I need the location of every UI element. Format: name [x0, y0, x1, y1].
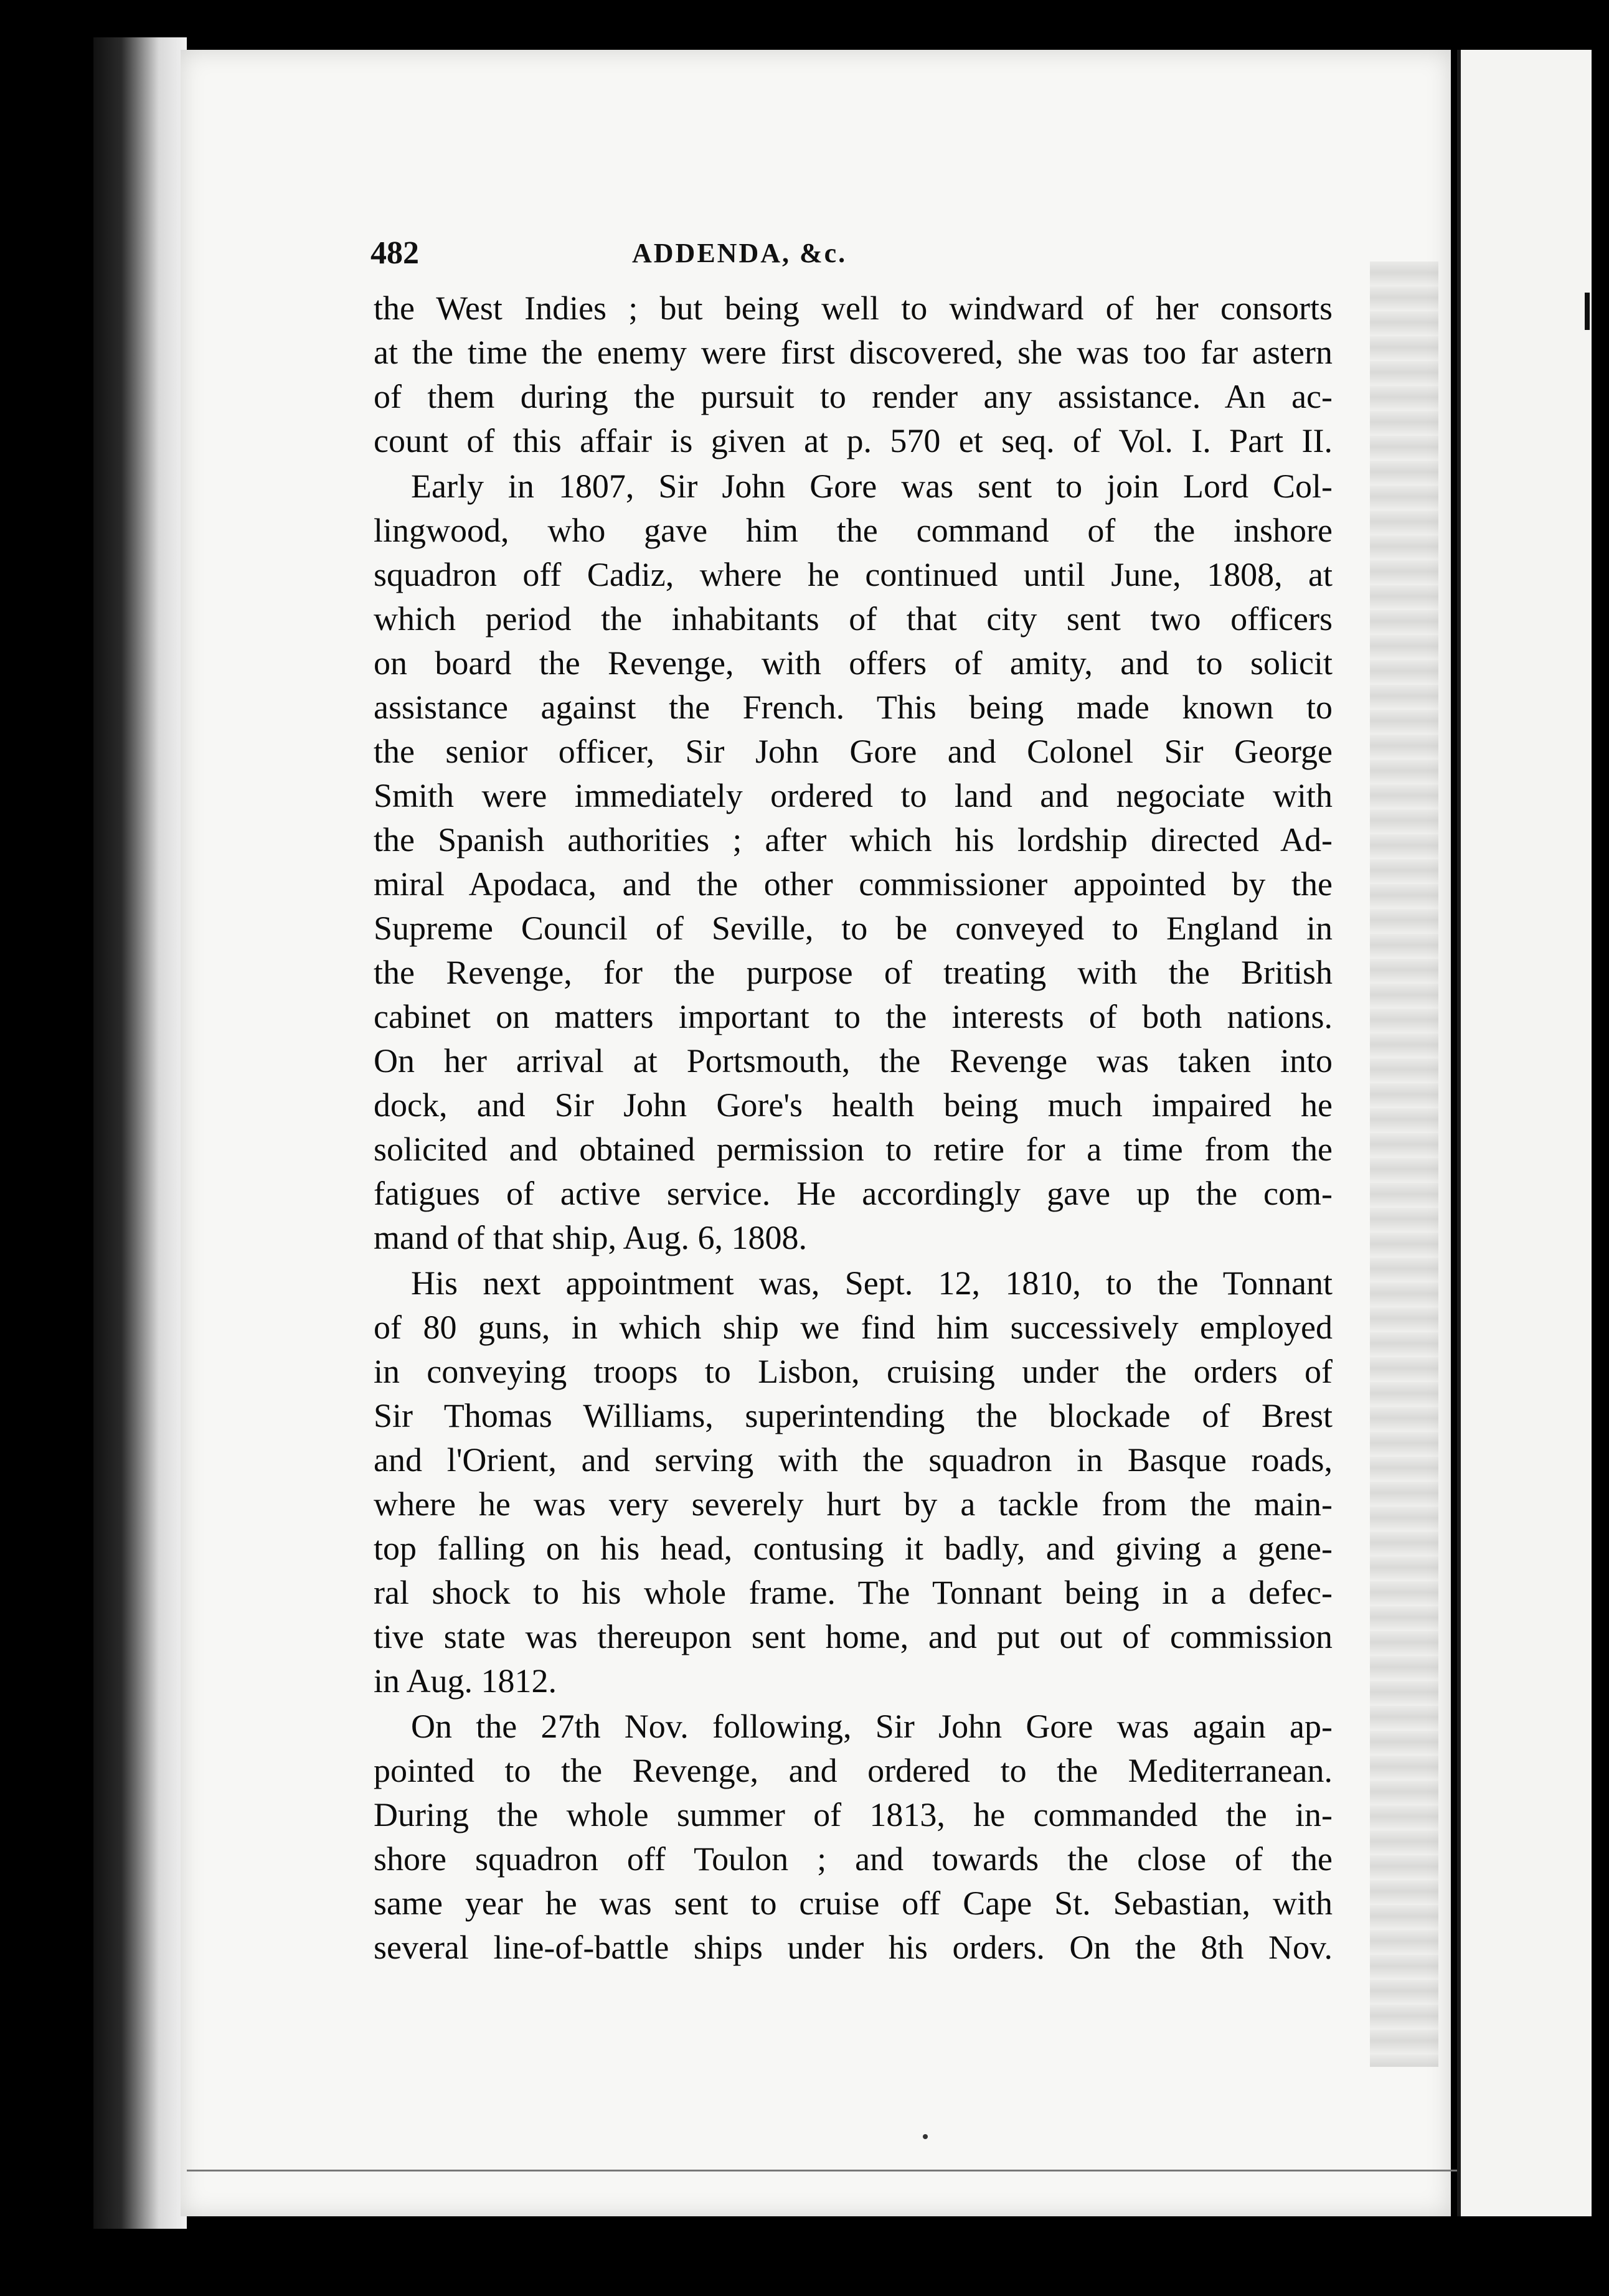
text-line: the West Indies ; but being well to windward of her consorts [374, 289, 1333, 327]
text-line: of them during the pursuit to render any assistance. An ac- [374, 378, 1333, 415]
text-line: On the 27th Nov. following, Sir John Gore was again ap- [411, 1708, 1333, 1745]
body-text [374, 286, 1333, 1970]
text-line: tive state was thereupon sent home, and put out of commission [374, 1618, 1333, 1655]
running-head: ADDENDA, &c. [632, 238, 847, 268]
text-line: Smith were immediately ordered to land and negociate with [374, 777, 1333, 814]
paragraph [374, 1261, 1333, 1703]
text-line: assistance against the French. This being made known to [374, 689, 1333, 726]
text-line: pointed to the Revenge, and ordered to the Mediterranean. [374, 1752, 1333, 1789]
text-line: Supreme Council of Seville, to be conveyed to England in [374, 910, 1333, 947]
text-line: in Aug. 1812. [374, 1662, 557, 1700]
text-line: the Spanish authorities ; after which his lordship directed Ad- [374, 821, 1333, 859]
text-line: on board the Revenge, with offers of amity, and to solicit [374, 644, 1333, 682]
text-line: the Revenge, for the purpose of treating with the British [374, 954, 1333, 991]
text-line: shore squadron off Toulon ; and towards the close of the [374, 1840, 1333, 1878]
show-through-bleed [1370, 261, 1438, 2067]
text-line: of 80 guns, in which ship we find him successively employed [374, 1309, 1333, 1346]
text-line: Early in 1807, Sir John Gore was sent to join Lord Col- [411, 468, 1333, 505]
text-line: in conveying troops to Lisbon, cruising under the orders of [374, 1353, 1333, 1390]
text-line: top falling on his head, contusing it badly, and giving a gene- [374, 1530, 1333, 1567]
text-line: and l'Orient, and serving with the squadron in Basque roads, [374, 1441, 1333, 1479]
text-line: ral shock to his whole frame. The Tonnant being in a defec- [374, 1574, 1333, 1611]
page-gutter [93, 37, 187, 2229]
text-line: solicited and obtained permission to retire for a time from the [374, 1131, 1333, 1168]
page-bottom-edge [187, 2170, 1457, 2171]
text-line: mand of that ship, Aug. 6, 1808. [374, 1219, 807, 1256]
text-line: at the time the enemy were first discovered, she was too far astern [374, 334, 1333, 371]
text-line: several line-of-battle ships under his orders. On the 8th Nov. [374, 1929, 1333, 1966]
page-header [370, 232, 1329, 275]
facing-page-edge [1457, 50, 1592, 2216]
text-line: miral Apodaca, and the other commissioner appointed by the [374, 865, 1333, 903]
text-line: lingwood, who gave him the command of the inshore [374, 512, 1333, 549]
text-line: During the whole summer of 1813, he commanded the in- [374, 1796, 1333, 1833]
text-line: His next appointment was, Sept. 12, 1810, to the Tonnant [411, 1264, 1333, 1302]
paragraph [374, 1705, 1333, 1970]
text-line: dock, and Sir John Gore's health being much impaired he [374, 1086, 1333, 1124]
text-line: On her arrival at Portsmouth, the Revenge was taken into [374, 1042, 1333, 1080]
ink-dot [923, 2134, 928, 2139]
text-line: Sir Thomas Williams, superintending the blockade of Brest [374, 1397, 1333, 1434]
page-number: 482 [370, 235, 419, 271]
facing-page-mark [1585, 293, 1590, 330]
paragraph [374, 286, 1333, 463]
text-line: the senior officer, Sir John Gore and Colonel Sir George [374, 733, 1333, 770]
text-line: fatigues of active service. He accordingly gave up the com- [374, 1175, 1333, 1212]
text-line: cabinet on matters important to the interests of both nations. [374, 998, 1333, 1035]
text-line: squadron off Cadiz, where he continued until June, 1808, at [374, 556, 1333, 593]
text-line: where he was very severely hurt by a tackle from the main- [374, 1485, 1333, 1523]
paragraph [374, 464, 1333, 1260]
text-line: count of this affair is given at p. 570 et seq. of Vol. I. Part II. [374, 422, 1333, 459]
text-line: same year he was sent to cruise off Cape St. Sebastian, with [374, 1884, 1333, 1922]
text-line: which period the inhabitants of that city sent two officers [374, 600, 1333, 638]
